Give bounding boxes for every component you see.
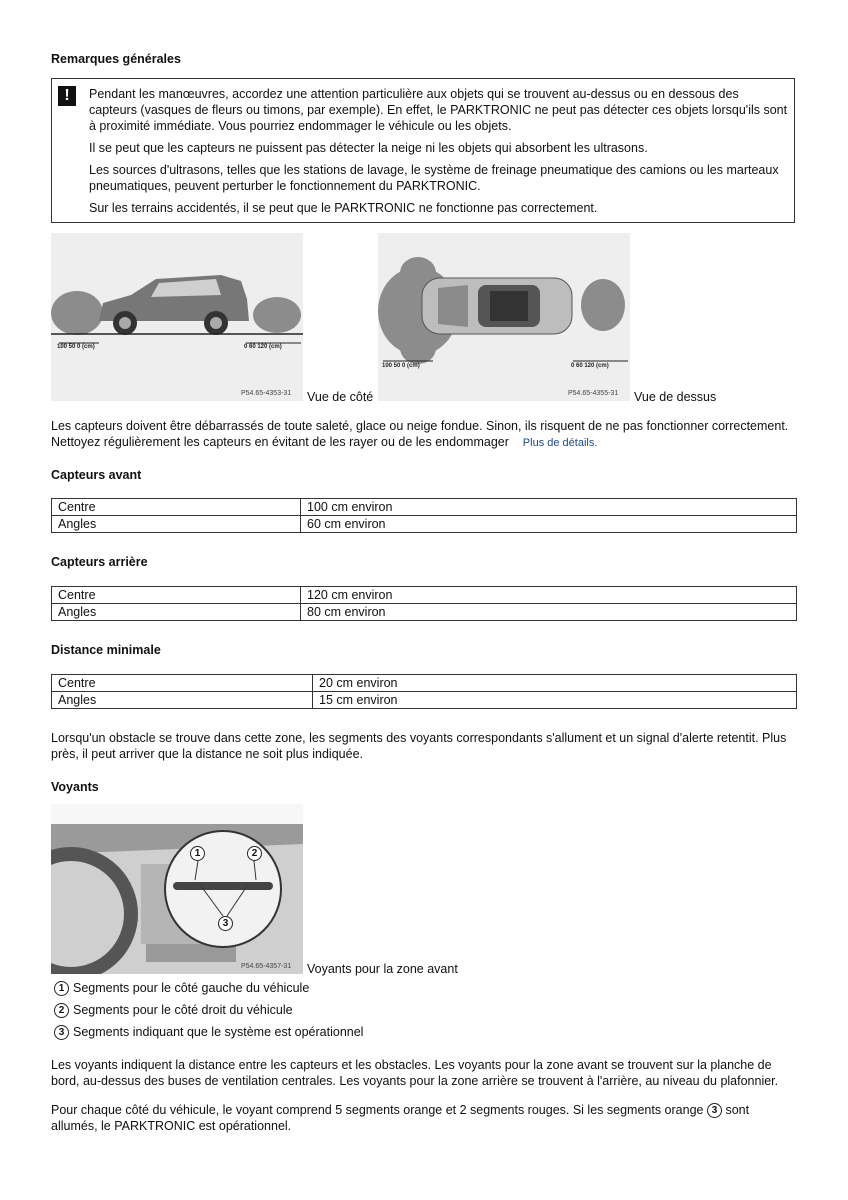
warning-icon: ! [58, 86, 76, 106]
table-row [52, 587, 797, 604]
dashboard-figure [51, 804, 303, 974]
indicators-paragraph-2 [51, 1102, 797, 1134]
warning-paragraph: Les sources d'ultrasons, telles que les stations de lavage, le système de freinage pneumatique des camions ou les marteaux pneumatiques, peuvent perturber le fonctionnement du PARKTRONIC. [89, 163, 779, 193]
cleaning-paragraph [51, 418, 797, 451]
legend-text: Segments pour le côté gauche du véhicule [73, 981, 310, 995]
table-row [52, 499, 797, 516]
warning-paragraph: Il se peut que les capteurs ne puissent pas détecter la neige ni les objets qui absorbent les ultrasons. [89, 141, 648, 155]
paragraph-text: Pour chaque côté du véhicule, le voyant comprend 5 segments orange et 2 segments rouges. Si les segments orange [51, 1103, 704, 1117]
warning-paragraph: Pendant les manœuvres, accordez une attention particulière aux objets qui se trouvent au-dessus ou en dessous des capteurs (vasques de fleurs ou timons, par exemple). En effet, le PARKTRONIC ne peut pas détecter ces objets lorsqu'ils sont à proximité immédiate. Vous pourriez endommager le véhicule ou les objets. [89, 87, 788, 133]
section-heading-minimum: Distance minimale [51, 643, 161, 657]
table-cell-value: 15 cm environ [313, 692, 797, 709]
top-view-figure [378, 233, 630, 401]
table-row [52, 692, 797, 709]
table-cell-label: Centre [52, 499, 301, 516]
section-heading-front: Capteurs avant [51, 468, 142, 482]
scale-right-label: 0 60 120 (cm) [244, 344, 282, 350]
front-sensors-table [51, 498, 797, 533]
legend-item [54, 1002, 293, 1018]
scale-right-label: 0 60 120 (cm) [571, 363, 609, 369]
inline-number: 3 [707, 1103, 722, 1118]
side-view-caption: Vue de côté [307, 390, 374, 404]
minimum-note: Lorsqu'un obstacle se trouve dans cette zone, les segments des voyants correspondants s'allument et un signal d'alerte retentit. Plus près, il peut arriver que la distance ne soit plus indiquée. [51, 731, 787, 761]
table-cell-value: 100 cm environ [301, 499, 797, 516]
minimum-distance-table [51, 674, 797, 709]
legend-number: 2 [54, 1003, 69, 1018]
table-cell-label: Centre [52, 587, 301, 604]
callout-2: 2 [247, 846, 262, 861]
table-cell-label: Angles [52, 604, 301, 621]
table-row [52, 604, 797, 621]
table-row [52, 516, 797, 533]
legend-number: 1 [54, 981, 69, 996]
table-cell-label: Angles [52, 516, 301, 533]
legend-text: Segments indiquant que le système est opérationnel [73, 1025, 364, 1039]
table-cell-value: 120 cm environ [301, 587, 797, 604]
legend-item [54, 980, 309, 996]
indicators-paragraph-1: Les voyants indiquent la distance entre les capteurs et les obstacles. Les voyants pour la zone avant se trouvent sur la planche de bord, au-dessus des buses de ventilation centrales. Les voyants pour la zone arrière se trouvent à l'arrière, au niveau du plafonnier. [51, 1058, 779, 1088]
table-cell-value: 60 cm environ [301, 516, 797, 533]
dashboard-illustration [51, 804, 303, 974]
section-heading-rear: Capteurs arrière [51, 555, 148, 569]
figure-code: P54.65-4355-31 [568, 390, 619, 397]
warning-text [89, 86, 789, 222]
rear-sensors-table [51, 586, 797, 621]
figure-code: P54.65-4353-31 [241, 390, 292, 397]
table-cell-value: 80 cm environ [301, 604, 797, 621]
cleaning-text: Les capteurs doivent être débarrassés de toute saleté, glace ou neige fondue. Sinon, ils risquent de ne pas fonctionner correctement. Nettoyez régulièrement les capteurs en évitant de les rayer ou de les endommager [51, 419, 789, 449]
side-view-illustration [51, 233, 303, 401]
table-row [52, 675, 797, 692]
paragraph-text: sont allumés, le PARKTRONIC est opérationnel. [51, 1103, 750, 1134]
dashboard-caption: Voyants pour la zone avant [307, 962, 458, 976]
callout-1: 1 [190, 846, 205, 861]
table-cell-label: Centre [52, 675, 313, 692]
legend-number: 3 [54, 1025, 69, 1040]
section-heading-general: Remarques générales [51, 52, 181, 66]
callout-3: 3 [218, 916, 233, 931]
link-suffix: . [594, 437, 598, 449]
more-details-link[interactable]: Plus de détails [522, 437, 595, 449]
section-heading-indicators: Voyants [51, 780, 99, 794]
scale-left-label: 100 50 0 (cm) [57, 344, 95, 350]
table-cell-value: 20 cm environ [313, 675, 797, 692]
scale-left-label: 100 50 0 (cm) [382, 363, 420, 369]
top-view-caption: Vue de dessus [634, 390, 717, 404]
figure-code: P54.65-4357-31 [241, 963, 292, 970]
warning-paragraph: Sur les terrains accidentés, il se peut que le PARKTRONIC ne fonctionne pas correctement. [89, 201, 598, 215]
warning-box [51, 78, 795, 223]
side-view-figure [51, 233, 303, 401]
top-view-illustration [378, 233, 630, 401]
table-cell-label: Angles [52, 692, 313, 709]
legend-text: Segments pour le côté droit du véhicule [73, 1003, 293, 1017]
legend-item [54, 1024, 363, 1040]
